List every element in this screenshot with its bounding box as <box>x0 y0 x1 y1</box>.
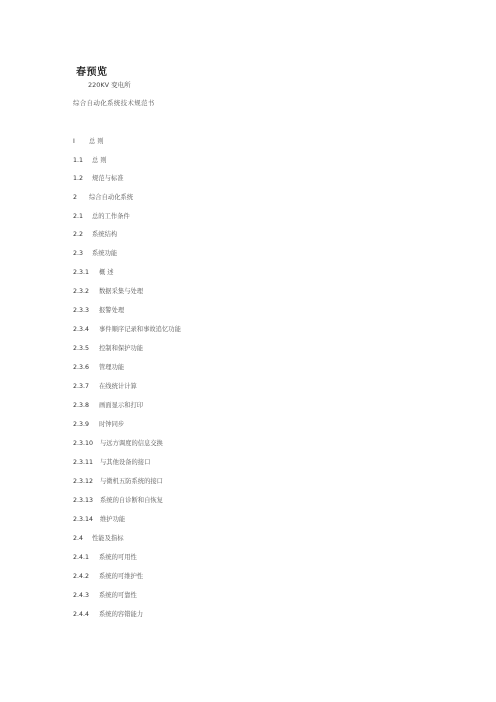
toc-item-number: 2.3.9 <box>73 421 90 428</box>
toc-item-number: 2.3.6 <box>73 364 90 371</box>
toc-item-number: 2.4.2 <box>73 573 90 580</box>
toc-item <box>73 611 143 619</box>
toc-item <box>73 421 124 429</box>
toc-item-number: 2.2 <box>73 231 84 238</box>
toc-item <box>73 175 123 183</box>
toc-item-title: 与其他设备的接口 <box>100 459 151 466</box>
toc-item-title: 系统的容错能力 <box>99 611 144 618</box>
toc-item <box>73 535 123 543</box>
toc-item <box>73 478 163 486</box>
toc-item-number: 2.3.4 <box>73 326 90 333</box>
toc-item <box>73 554 137 562</box>
toc-item-title: 在线统计计算 <box>99 383 137 390</box>
toc-item-title: 总的工作条件 <box>92 213 130 220</box>
table-of-contents <box>73 0 433 702</box>
toc-item <box>73 250 117 258</box>
substation-label: 220KV 变电所 <box>88 81 131 89</box>
toc-item-title: 性能及指标 <box>92 535 124 542</box>
toc-item-number: 1.2 <box>73 175 84 182</box>
toc-item <box>73 516 125 524</box>
toc-item-number: I <box>73 138 75 145</box>
toc-item-number: 2.3.1 <box>73 269 90 276</box>
toc-item-number: 2.3.12 <box>73 478 94 485</box>
toc-item-title: 系统的可用性 <box>99 554 137 561</box>
toc-item-number: 2.3.13 <box>73 497 94 504</box>
toc-item <box>73 231 117 239</box>
toc-item <box>73 459 150 467</box>
toc-item-title: 系统功能 <box>92 250 118 257</box>
toc-item <box>73 138 104 146</box>
toc-item-title: 规范与标准 <box>92 175 124 182</box>
toc-item-title: 画面显示和打印 <box>99 402 144 409</box>
toc-item <box>73 194 133 202</box>
toc-item-number: 2.4.3 <box>73 592 90 599</box>
toc-item <box>73 573 143 581</box>
toc-item-number: 2.3.3 <box>73 307 90 314</box>
toc-item-title: 系统的自诊断和自恢复 <box>100 497 163 504</box>
toc-item <box>73 213 130 221</box>
toc-item <box>73 288 143 296</box>
toc-item-title: 维护功能 <box>100 516 126 523</box>
toc-item-number: 1.1 <box>73 157 84 164</box>
toc-item-title: 总 则 <box>89 138 104 145</box>
toc-item-number: 2.3.2 <box>73 288 90 295</box>
toc-item <box>73 364 124 372</box>
toc-item-title: 管理功能 <box>99 364 125 371</box>
toc-item-number: 2.4.4 <box>73 611 90 618</box>
toc-item-number: 2.4 <box>73 535 84 542</box>
preview-heading: 春预览 <box>76 67 108 78</box>
toc-item <box>73 402 143 410</box>
toc-item-title: 概 述 <box>99 269 114 276</box>
toc-item-title: 数据采集与处理 <box>99 288 144 295</box>
toc-item-number: 2 <box>73 194 78 201</box>
toc-item-title: 控制和保护功能 <box>99 345 144 352</box>
toc-item <box>73 497 163 505</box>
toc-item-title: 与微机五防系统的接口 <box>100 478 163 485</box>
toc-item-number: 2.3.7 <box>73 383 90 390</box>
toc-item-number: 2.3.10 <box>73 440 94 447</box>
toc-item-number: 2.3.8 <box>73 402 90 409</box>
toc-item-title: 系统的可靠性 <box>99 592 137 599</box>
toc-item <box>73 383 137 391</box>
toc-item-number: 2.3.5 <box>73 345 90 352</box>
toc-item-title: 总 则 <box>92 157 107 164</box>
toc-item <box>73 592 137 600</box>
toc-item <box>73 345 143 353</box>
toc-item <box>73 326 181 334</box>
toc-item <box>73 307 124 315</box>
toc-item-title: 与远方调度的信息交换 <box>100 440 163 447</box>
document-title: 综合自动化系统技术规范书 <box>73 99 155 107</box>
toc-item <box>73 157 107 165</box>
toc-item-title: 系统的可维护性 <box>99 573 144 580</box>
toc-item-title: 系统结构 <box>92 231 118 238</box>
toc-item-number: 2.3.14 <box>73 516 94 523</box>
toc-item-title: 报警处理 <box>99 307 125 314</box>
toc-item-number: 2.1 <box>73 213 84 220</box>
toc-item-title: 综合自动化系统 <box>89 194 134 201</box>
toc-item-title: 时钟同步 <box>99 421 125 428</box>
toc-item-number: 2.3 <box>73 250 84 257</box>
toc-item <box>73 440 163 448</box>
toc-item-number: 2.3.11 <box>73 459 94 466</box>
toc-item <box>73 269 114 277</box>
toc-item-title: 事件顺序记录和事故追忆功能 <box>99 326 181 333</box>
toc-item-number: 2.4.1 <box>73 554 90 561</box>
